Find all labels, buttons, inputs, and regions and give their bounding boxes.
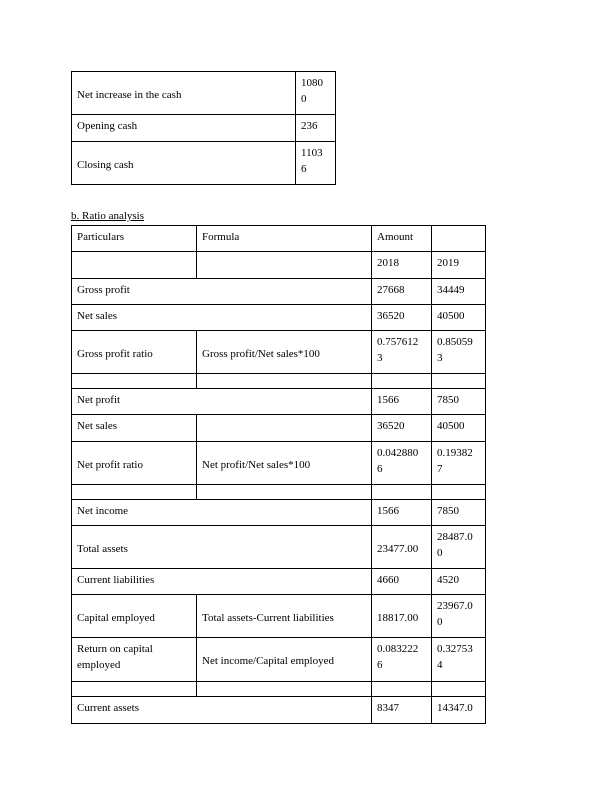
table-row <box>72 389 486 415</box>
empty-cell <box>432 485 486 500</box>
empty-cell <box>72 682 197 697</box>
ratio-analysis-heading: b. Ratio analysis <box>71 210 145 222</box>
row-label-current-assets: Current assets <box>72 697 372 724</box>
capital-employed-2019: 23967.0 0 <box>432 595 486 638</box>
total-assets-2018: 23477.00 <box>372 526 432 569</box>
total-assets-2019: 28487.0 0 <box>432 526 486 569</box>
net-income-2019: 7850 <box>432 500 486 526</box>
gross-profit-2019: 34449 <box>432 279 486 305</box>
header-year-2018: 2018 <box>372 252 432 279</box>
empty-cell <box>72 374 197 389</box>
empty-cell <box>197 374 372 389</box>
header-year-2019: 2019 <box>432 252 486 279</box>
header-amount: Amount <box>372 226 432 252</box>
ratio-analysis-table <box>71 225 486 724</box>
current-liabilities-2019: 4520 <box>432 569 486 595</box>
table-row <box>72 305 486 331</box>
empty-cell <box>197 415 372 442</box>
cash-label-opening: Opening cash <box>72 115 296 142</box>
empty-cell <box>72 252 197 279</box>
row-label-gross-profit-ratio: Gross profit ratio <box>72 331 197 374</box>
net-profit-ratio-2018: 0.042880 6 <box>372 442 432 485</box>
table-row <box>72 331 486 374</box>
current-liabilities-2018: 4660 <box>372 569 432 595</box>
empty-cell <box>72 485 197 500</box>
table-row <box>72 485 486 500</box>
empty-cell <box>197 682 372 697</box>
table-row <box>72 72 336 115</box>
empty-cell <box>197 485 372 500</box>
table-row <box>72 142 336 185</box>
row-label-gross-profit: Gross profit <box>72 279 372 305</box>
table-row <box>72 569 486 595</box>
table-row <box>72 697 486 724</box>
row-label-net-sales: Net sales <box>72 415 197 442</box>
roce-2019: 0.32753 4 <box>432 638 486 682</box>
empty-cell <box>432 374 486 389</box>
net-income-2018: 1566 <box>372 500 432 526</box>
empty-cell <box>372 682 432 697</box>
table-row <box>72 442 486 485</box>
net-profit-2019: 7850 <box>432 389 486 415</box>
row-label-total-assets: Total assets <box>72 526 372 569</box>
cash-flow-table <box>71 71 336 185</box>
header-empty <box>432 226 486 252</box>
table-row <box>72 500 486 526</box>
empty-cell <box>372 485 432 500</box>
table-row <box>72 115 336 142</box>
table-row <box>72 279 486 305</box>
formula-net-profit-ratio: Net profit/Net sales*100 <box>197 442 372 485</box>
row-label-net-profit: Net profit <box>72 389 372 415</box>
gross-profit-2018: 27668 <box>372 279 432 305</box>
roce-2018: 0.083222 6 <box>372 638 432 682</box>
table-row <box>72 595 486 638</box>
row-label-current-liabilities: Current liabilities <box>72 569 372 595</box>
cash-label-closing: Closing cash <box>72 142 296 185</box>
empty-cell <box>432 682 486 697</box>
net-sales-2019: 40500 <box>432 305 486 331</box>
cash-value-net-increase: 1080 0 <box>296 72 336 115</box>
cash-value-opening: 236 <box>296 115 336 142</box>
net-sales-2018: 36520 <box>372 415 432 442</box>
net-profit-ratio-2019: 0.19382 7 <box>432 442 486 485</box>
empty-cell <box>372 374 432 389</box>
row-label-return-on-capital-employed: Return on capital employed <box>72 638 197 682</box>
gross-profit-ratio-2019: 0.85059 3 <box>432 331 486 374</box>
table-row <box>72 252 486 279</box>
table-row <box>72 374 486 389</box>
formula-return-on-capital-employed: Net income/Capital employed <box>197 638 372 682</box>
current-assets-2018: 8347 <box>372 697 432 724</box>
table-row <box>72 226 486 252</box>
header-formula: Formula <box>197 226 372 252</box>
table-row <box>72 682 486 697</box>
formula-capital-employed: Total assets-Current liabilities <box>197 595 372 638</box>
header-particulars: Particulars <box>72 226 197 252</box>
formula-gross-profit-ratio: Gross profit/Net sales*100 <box>197 331 372 374</box>
current-assets-2019: 14347.0 <box>432 697 486 724</box>
cash-label-net-increase: Net increase in the cash <box>72 72 296 115</box>
capital-employed-2018: 18817.00 <box>372 595 432 638</box>
table-row <box>72 638 486 682</box>
cash-value-closing: 1103 6 <box>296 142 336 185</box>
gross-profit-ratio-2018: 0.757612 3 <box>372 331 432 374</box>
table-row <box>72 415 486 442</box>
empty-cell <box>197 252 372 279</box>
net-sales-2019: 40500 <box>432 415 486 442</box>
net-sales-2018: 36520 <box>372 305 432 331</box>
row-label-capital-employed: Capital employed <box>72 595 197 638</box>
row-label-net-income: Net income <box>72 500 372 526</box>
net-profit-2018: 1566 <box>372 389 432 415</box>
table-row <box>72 526 486 569</box>
row-label-net-profit-ratio: Net profit ratio <box>72 442 197 485</box>
row-label-net-sales: Net sales <box>72 305 372 331</box>
